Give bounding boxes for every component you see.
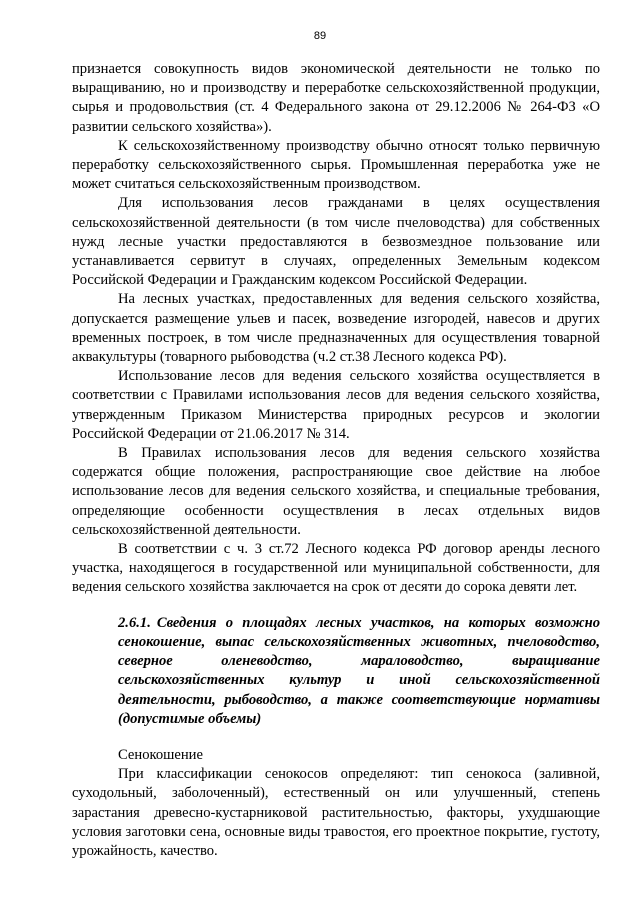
section-title: Сведения о площадях лесных участков, на которых возможно сенокошение, выпас сельскохозяйственных животных, пчеловодство, северное оленеводство, мараловодство, выращивание сельскохозяйственных культур и иной сельскохозяйственной деятельности, рыбоводство, а также соответствующие нормативы (допустимые объемы) [118,614,600,727]
paragraph: В соответствии с ч. 3 ст.72 Лесного кодекса РФ договор аренды лесного участка, находящегося в государственной или муниципальной собственности, для ведения сельского хозяйства заключается на срок от десяти до сорока девяти лет. [72,541,600,596]
paragraph: Для использования лесов гражданами в целях осуществления сельскохозяйственной деятельности (в том числе пчеловодства) для собственных нужд лесные участки предоставляются в безвозмездное пользование или устанавливается сервитут в случаях, определенных Земельным кодексом Российской Федерации и Гражданским кодексом Российской Федерации. [72,195,600,289]
page-number: 89 [313,30,327,42]
document-body [72,60,600,861]
paragraph: В Правилах использования лесов для ведения сельского хозяйства содержатся общие положения, распространяющие свое действие на любое использование лесов для ведения сельского хозяйства, и специальные требования, определяющие особенности осуществления в лесах отдельных видов сельскохозяйственной деятельности. [72,445,600,538]
paragraph: На лесных участках, предоставленных для ведения сельского хозяйства, допускается размещение ульев и пасек, возведение изгородей, навесов и других временных построек, в том числе предназначенных для осуществления товарной аквакультуры (товарного рыбоводства (ч.2 ст.38 Лесного кодекса РФ). [72,291,600,366]
paragraph-continuation: признается совокупность видов экономической деятельности не только по выращиванию, но и производству и переработке сельскохозяйственной продукции, сырья и продовольствия (ст. 4 Федерального закона от 29.12.2006 № 264-ФЗ «О развитии сельского хозяйства»). [72,61,600,135]
section-heading [118,614,600,729]
paragraph: Использование лесов для ведения сельского хозяйства осуществляется в соответствии с Правилами использования лесов для ведения сельского хозяйства, утвержденным Приказом Министерства природных ресурсов и экологии Российской Федерации от 21.06.2017 № 314. [72,368,600,442]
paragraph: При классификации сенокосов определяют: тип сенокоса (заливной, суходольный, заболоченный), естественный он или улучшенный, степень зарастания древесно-кустарниковой растительностью, факторы, ухудшающие условия заготовки сена, основные виды травостоя, его проектное покрытие, густоту, урожайность, качество. [72,766,600,859]
paragraph: К сельскохозяйственному производству обычно относят только первичную переработку сельскохозяйственного сырья. Промышленная переработка уже не может считаться сельскохозяйственным производством. [72,137,600,193]
section-number: 2.6.1. [118,614,151,631]
subsection-title: Сенокошение [118,746,203,763]
